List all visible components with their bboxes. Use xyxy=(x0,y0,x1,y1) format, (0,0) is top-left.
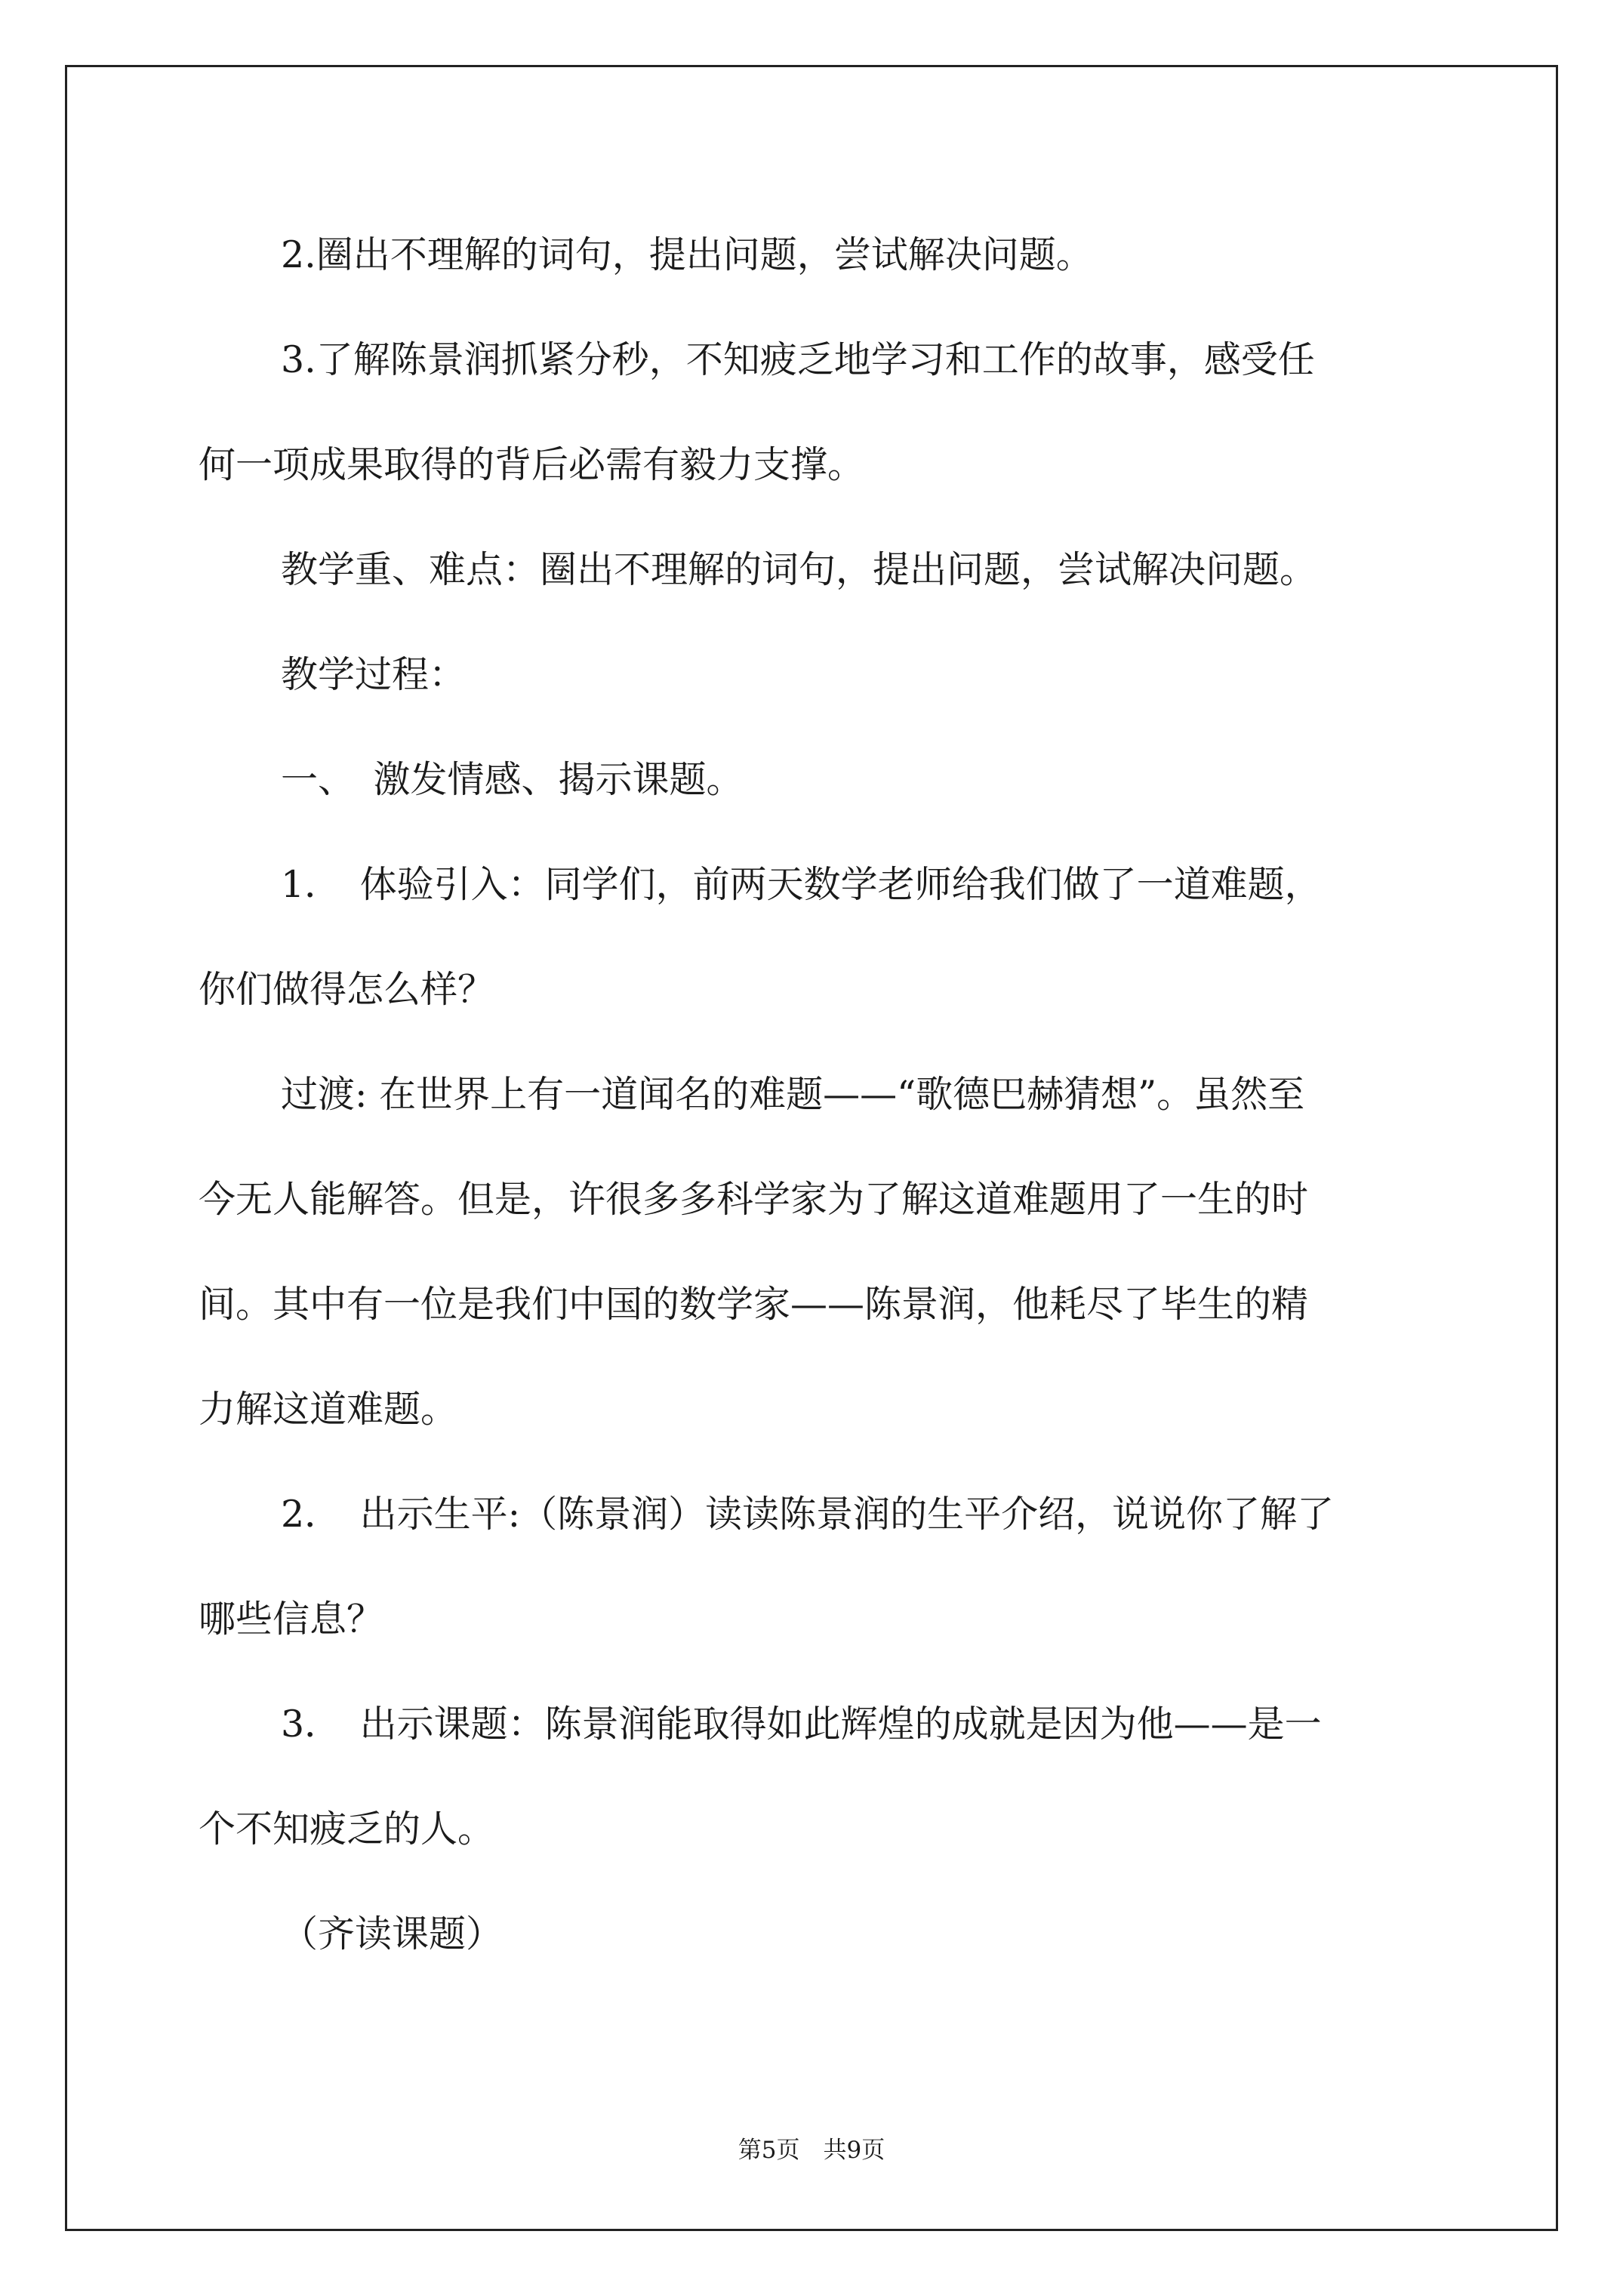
text-line-2: 3.了解陈景润抓紧分秒，不知疲乏地学习和工作的故事，感受任 xyxy=(281,338,1315,381)
page-border xyxy=(65,65,1558,2231)
page-footer: 第5页 共9页 xyxy=(738,2137,885,2164)
text-line-8: 你们做得怎么样？ xyxy=(199,968,495,1011)
text-line-6: 一、 激发情感、揭示课题。 xyxy=(281,758,744,801)
text-line-11: 间。其中有一位是我们中国的数学家——陈景润，他耗尽了毕生的精 xyxy=(199,1283,1309,1326)
text-line-12: 力解这道难题。 xyxy=(199,1388,458,1431)
text-line-3: 何一项成果取得的背后必需有毅力支撑。 xyxy=(199,443,865,486)
text-line-15: 3． 出示课题：陈景润能取得如此辉煌的成就是因为他——是一 xyxy=(281,1703,1322,1746)
text-line-10: 今无人能解答。但是，许很多多科学家为了解这道难题用了一生的时 xyxy=(199,1178,1309,1221)
text-line-17: （齐读课题） xyxy=(281,1912,504,1955)
text-line-9: 过渡: 在世界上有一道闻名的难题——“歌德巴赫猜想”。虽然至 xyxy=(281,1073,1305,1116)
text-line-1: 2.圈出不理解的词句，提出问题，尝试解决问题。 xyxy=(281,233,1093,276)
text-line-7: 1． 体验引入：同学们，前两天数学老师给我们做了一道难题， xyxy=(281,863,1322,906)
text-line-4: 教学重、难点：圈出不理解的词句，提出问题，尝试解决问题。 xyxy=(281,548,1317,591)
text-line-16: 个不知疲乏的人。 xyxy=(199,1808,495,1851)
text-line-5: 教学过程： xyxy=(281,653,467,696)
text-line-14: 哪些信息？ xyxy=(199,1598,384,1641)
text-line-13: 2． 出示生平:（陈景润）读读陈景润的生平介绍，说说你了解了 xyxy=(281,1493,1335,1536)
